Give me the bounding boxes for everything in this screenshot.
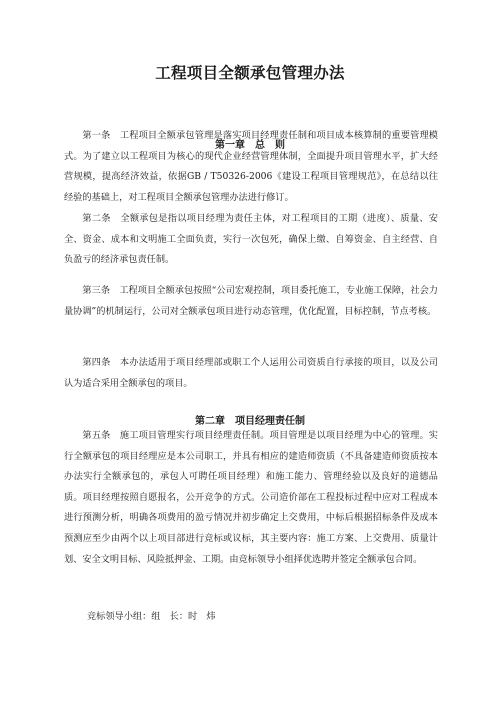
chapter-heading: 第一章 总 则: [215, 140, 285, 151]
chapter-heading: 第二章 项目经理责任制: [195, 416, 305, 427]
article-paragraph: 第四条 本办法适用于项目经理部或职工个人运用公司资质自行承接的项目，以及公司认为适合采用全额承包的项目。: [64, 357, 438, 389]
article-paragraph: 第三条 工程项目全额承包按照“公司宏观控制，项目委托施工，专业施工保障，社会力量协调”的机制运行，公司对全额承包项目进行动态管理，优化配置，目标控制，节点考核。: [64, 285, 438, 317]
article-paragraph: 第二条 全额承包是指以项目经理为责任主体，对工程项目的工期（进度）、质量、安全、资金、成本和文明施工全面负责，实行一次包死，确保上缴、自筹资金、自主经营、自负盈亏的经济承包责任制。: [64, 213, 438, 266]
article-paragraph: 第五条 施工项目管理实行项目经理责任制。项目管理是以项目经理为中心的管理。实行全额承包的项目经理应是本公司职工，并具有相应的建造师资质（不具备建造师资质按本办法实行全额承包的，承包人可聘任项目经理）和施工能力、管理经验以及良好的道德品质。项目经理按照自愿报名，公开竞争的方式。公司造价部在工程投标过程中应对工程成本进行预测分析，明确各项费用的盈亏情况并初步确定上交费用，中标后根据招标条件及成本预测应至少由两个以上项目部进行竞标或议标，其主要内容：施工方案、上交费用、质量计划、安全文明目标、风险抵押金、工期。由竞标领导小组择优选聘并签定全额承包合同。: [64, 430, 438, 565]
document-title: 工程项目全额承包管理办法: [155, 64, 345, 82]
article-paragraph: 第一条 工程项目全额承包管理是落实项目经理责任制和项目成本核算制的重要管理模式。为了建立以工程项目为核心的现代企业经营管理体制，全面提升项目管理水平，扩大经营规模，提高经济效益，依据GB / T50326-2006《建设工程项目管理规范》，在总结以往经验的基础上，对工程项目全额承包管理办法进行修订。: [64, 130, 438, 203]
signature-line: 竞标领导小组：组 长：时 炜: [87, 611, 216, 622]
